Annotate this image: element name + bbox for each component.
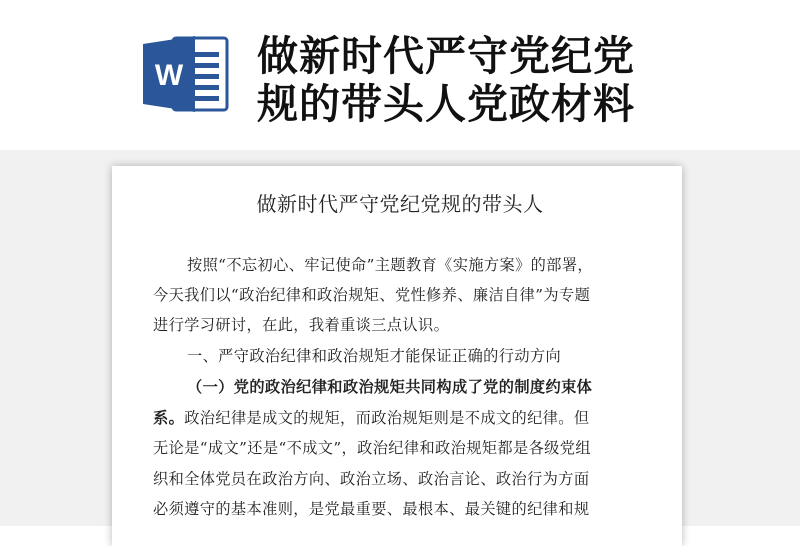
title-line-1: 做新时代严守党纪党 xyxy=(257,32,635,80)
subsection-heading-end: 系。 xyxy=(153,409,185,427)
word-document-icon xyxy=(143,34,229,114)
paragraph-line: 无论是“成文”还是“不成文”，政治纪律和政治规矩都是各级党组 xyxy=(153,439,591,457)
paragraph-line: 今天我们以“政治纪律和政治规矩、党性修养、廉洁自律”为专题 xyxy=(153,286,591,304)
page-title xyxy=(257,32,687,128)
paragraph-line: 织和全体党员在政治方向、政治立场、政治言论、政治行为方面 xyxy=(153,470,590,488)
title-line-2: 规的带头人党政材料 xyxy=(257,80,635,128)
paragraph-line-text: 政治纪律是成文的规矩，而政治规矩则是不成文的纪律。但 xyxy=(184,409,590,427)
paragraph-line: 进行学习研讨，在此，我着重谈三点认识。 xyxy=(153,316,450,334)
section-heading: 一、严守政治纪律和政治规矩才能保证正确的行动方向 xyxy=(187,347,562,365)
document-title: 做新时代严守党纪党规的带头人 xyxy=(256,192,544,216)
word-icon-letter: W xyxy=(154,59,184,92)
paragraph-line: 按照“不忘初心、牢记使命”主题教育《实施方案》的部署， xyxy=(187,256,594,274)
paragraph-line xyxy=(153,408,647,428)
paragraph-line: 必须遵守的基本准则，是党最重要、最根本、最关键的纪律和规 xyxy=(153,500,590,518)
subsection-heading: （一）党的政治纪律和政治规矩共同构成了党的制度约束体 xyxy=(187,378,593,396)
